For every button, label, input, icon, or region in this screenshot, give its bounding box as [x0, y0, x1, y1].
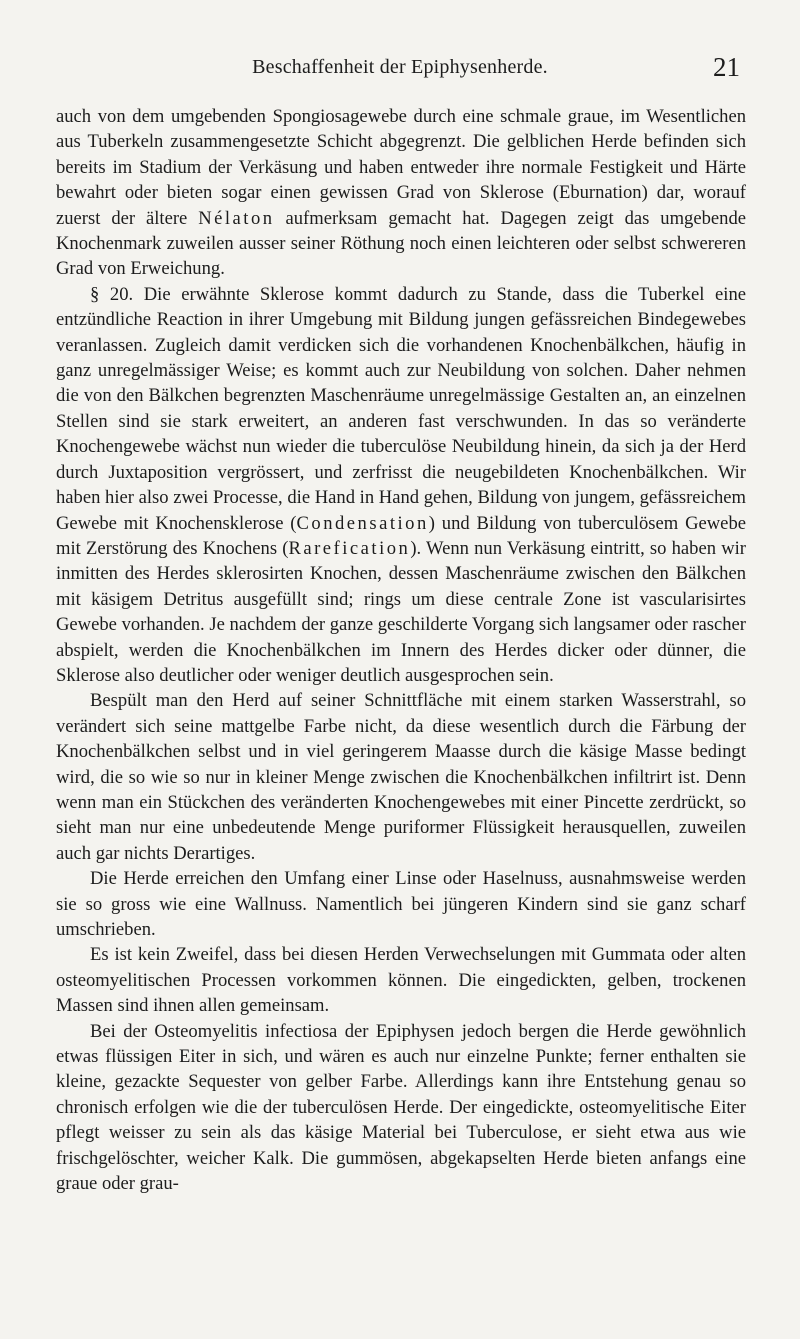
paragraph-1: [56, 104, 746, 282]
paragraph-text: ) und Bildung von tuberculösem Gewebe mit Zerstörung des Knochens (: [56, 512, 746, 559]
spaced-term: Rarefication: [288, 537, 411, 559]
page-body: [56, 104, 746, 1196]
paragraph-text: ). Wenn nun Verkäsung eintritt, so haben wir inmitten des Herdes sklerosirten Knochen, dessen Maschenräume zwischen den Bälkchen mit käsigem Detritus ausgefüllt sind; rings um diese centrale Zone ist vascularisirtes Gewebe vorhanden. Je nachdem der ganze geschilderte Vorgang sich langsamer oder rascher abspielt, werden die Knochenbälkchen im Innern des Herdes dicker oder dünner, die Sklerose also deutlicher oder weniger deutlich ausgesprochen sein.: [56, 537, 746, 686]
author-name: Nélaton: [198, 207, 275, 229]
paragraph-3: Bespült man den Herd auf seiner Schnittfläche mit einem starken Wasserstrahl, so verändert sich seine mattgelbe Farbe nicht, da diese wesentlich durch die Färbung der Knochenbälkchen selbst und in viel geringerem Maasse durch die käsige Masse bedingt wird, die so wie so nur in kleiner Menge zwischen die Knochenbälkchen infiltrirt ist. Denn wenn man ein Stückchen des veränderten Knochengewebes mit einer Pincette zerdrückt, so sieht man nur eine unbedeutende Menge puriformer Flüssigkeit herausquellen, zuweilen auch gar nichts Derartiges.: [56, 690, 746, 864]
paragraph-text: aufmerksam gemacht hat. Dagegen zeigt das umgebende Knochenmark zuweilen ausser seiner Röthung noch einen leichteren oder selbst schwereren Grad von Erweichung.: [56, 207, 746, 280]
spaced-term: Condensation: [296, 512, 429, 534]
paragraph-text: auch von dem umgebenden Spongiosagewebe durch eine schmale graue, im Wesentlichen aus Tuberkeln zusammengesetzte Schicht abgegrenzt. Die gelblichen Herde befinden sich bereits im Stadium der Verkäsung und haben entweder ihre normale Festigkeit und Härte bewahrt oder bieten sogar einen gewissen Grad von Sklerose (Eburnation) dar, worauf zuerst der ältere: [56, 106, 746, 229]
paragraph-5: Es ist kein Zweifel, dass bei diesen Herden Verwechselungen mit Gummata oder alten osteomyelitischen Processen vorkommen können. Die eingedickten, gelben, trockenen Massen sind ihnen allen gemeinsam.: [56, 944, 746, 1017]
paragraph-2: [56, 282, 746, 689]
paragraph-6: Bei der Osteomyelitis infectiosa der Epiphysen jedoch bergen die Herde gewöhnlich etwas flüssigen Eiter in sich, und wären es auch nur einzelne Punkte; ferner enthalten sie kleine, gezackte Sequester von gelber Farbe. Allerdings kann ihre Entstehung genau so chronisch erfolgen wie die der tuberculösen Herde. Der eingedickte, osteomyelitische Eiter pflegt weisser zu sein als das käsige Material bei Tuberculose, er sieht etwa aus wie frischgelöschter, weicher Kalk. Die gummösen, abgekapselten Herde bieten anfangs eine graue oder grau-: [56, 1020, 746, 1195]
paragraph-4: Die Herde erreichen den Umfang einer Linse oder Haselnuss, ausnahmsweise werden sie so gross wie eine Wallnuss. Namentlich bei jüngeren Kindern sind sie ganz scharf umschrieben.: [56, 868, 746, 940]
page-number: 21: [713, 52, 740, 82]
running-title: Beschaffenheit der Epiphysenherde.: [252, 56, 548, 78]
paragraph-text: § 20. Die erwähnte Sklerose kommt dadurch zu Stande, dass die Tuberkel eine entzündliche Reaction in ihrer Umgebung mit Bildung jungen gefässreichen Bindegewebes veranlassen. Zugleich damit verdicken sich die vorhandenen Knochenbälkchen, häufig in ganz unregelmässiger Weise; es kommt auch zur Neubildung von solchen. Daher nehmen die von den Bälkchen begrenzten Maschenräume unregelmässige Gestalten an, an einzelnen Stellen sind sie stark erweitert, an anderen fast verschwunden. In das so veränderte Knochengewebe wächst nun wieder die tuberculöse Neubildung hinein, da sich ja der Herd durch Juxtaposition vergrössert, und zerfrisst die neugebildeten Knochenbälkchen. Wir haben hier also zwei Processe, die Hand in Hand gehen, Bildung von jungem, gefässreichem Gewebe mit Knochensklerose (: [56, 283, 746, 534]
page-header: [56, 52, 744, 86]
